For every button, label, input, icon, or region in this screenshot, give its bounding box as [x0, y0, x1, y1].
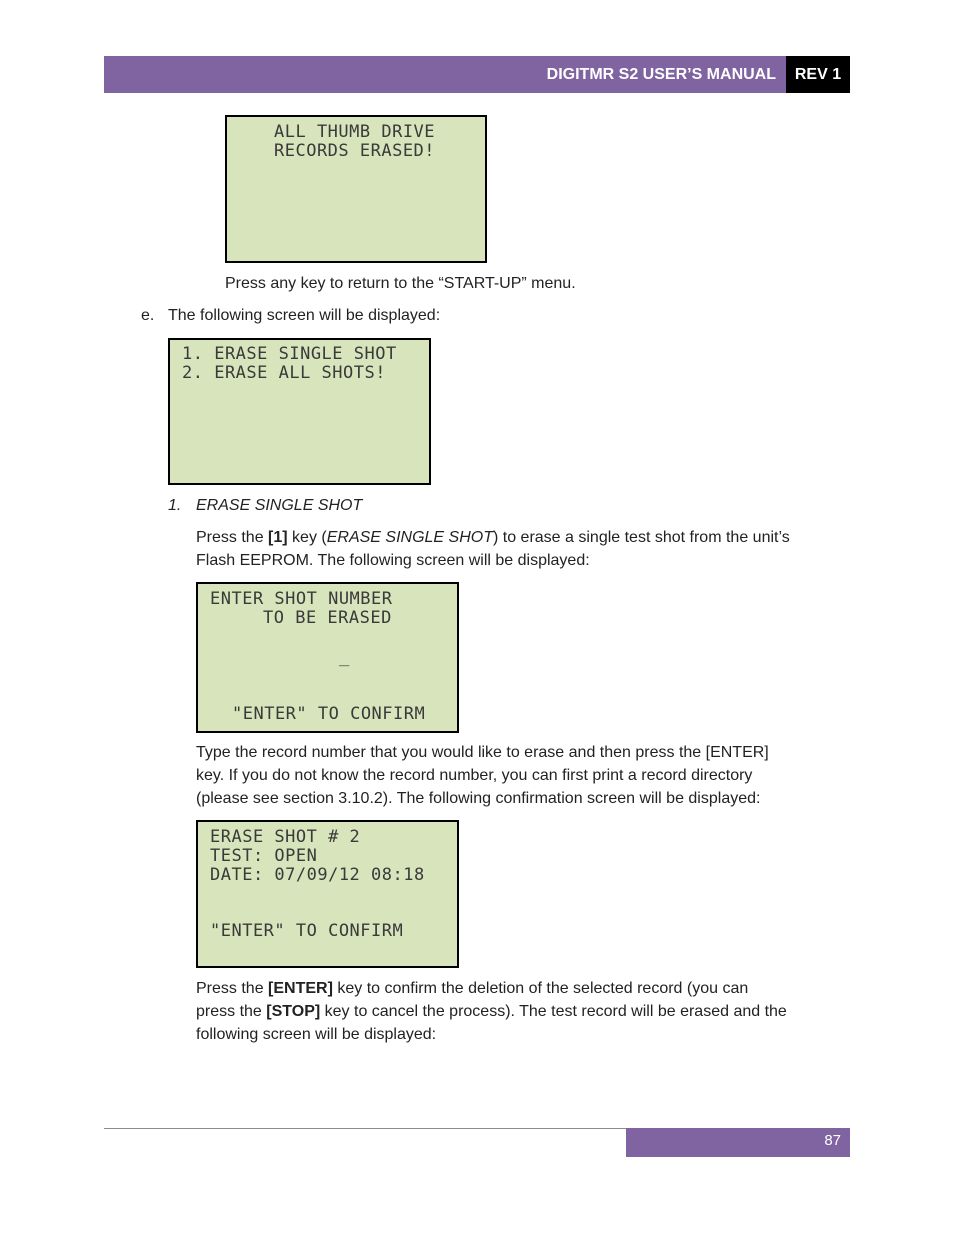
lcd-screen-erase-confirmation	[196, 820, 459, 968]
lcd-line: 1. ERASE SINGLE SHOT	[182, 344, 397, 364]
lcd-screen-thumb-drive-erased	[225, 115, 487, 263]
lcd-line: ENTER SHOT NUMBER	[210, 589, 393, 609]
lcd-line: RECORDS ERASED!	[274, 141, 436, 161]
lcd-line: ALL THUMB DRIVE	[274, 122, 436, 142]
key-stop: [STOP]	[266, 1003, 321, 1020]
lcd-screen-enter-shot-number	[196, 582, 459, 733]
press-1-paragraph: Press the [1] key (ERASE SINGLE SHOT) to erase a single test shot from the unit’s Flash EEPROM. The following screen will be displayed:	[196, 529, 790, 569]
lcd-cursor: _	[339, 647, 350, 667]
return-instruction: Press any key to return to the “START-UP” menu.	[225, 275, 576, 292]
footer-page-box	[626, 1128, 850, 1157]
manual-title: DIGITMR S2 USER’S MANUAL	[546, 66, 776, 83]
lcd-line: TEST: OPEN	[210, 846, 318, 866]
lcd-line: "ENTER" TO CONFIRM	[210, 921, 404, 941]
lcd-line: TO BE ERASED	[263, 608, 392, 628]
lcd-line: "ENTER" TO CONFIRM	[232, 704, 426, 724]
press-enter-paragraph: Press the [ENTER] key to confirm the deletion of the selected record (you can press the [STOP] key to cancel the process). The test record will be erased and the following screen will be displayed:	[196, 980, 787, 1043]
key-enter: [ENTER]	[268, 980, 333, 997]
footer-rule	[104, 1128, 626, 1129]
revision-badge: REV 1	[786, 56, 850, 93]
header-bar	[104, 56, 786, 93]
item-1-marker: 1.	[168, 497, 182, 514]
step-e-marker: e.	[141, 307, 155, 324]
step-e-text: The following screen will be displayed:	[168, 307, 441, 324]
key-1: [1]	[268, 529, 288, 546]
lcd-line: DATE: 07/09/12 08:18	[210, 865, 425, 885]
lcd-line: ERASE SHOT # 2	[210, 827, 361, 847]
lcd-line: 2. ERASE ALL SHOTS!	[182, 363, 386, 383]
item-1-title: ERASE SINGLE SHOT	[196, 497, 363, 514]
page-number: 87	[824, 1132, 841, 1149]
lcd-screen-erase-menu	[168, 338, 431, 485]
type-record-paragraph: Type the record number that you would like to erase and then press the [ENTER] key. If you do not know the record number, you can first print a record directory (please see section 3.10.2). The following confirmation screen will be displayed:	[196, 744, 769, 807]
